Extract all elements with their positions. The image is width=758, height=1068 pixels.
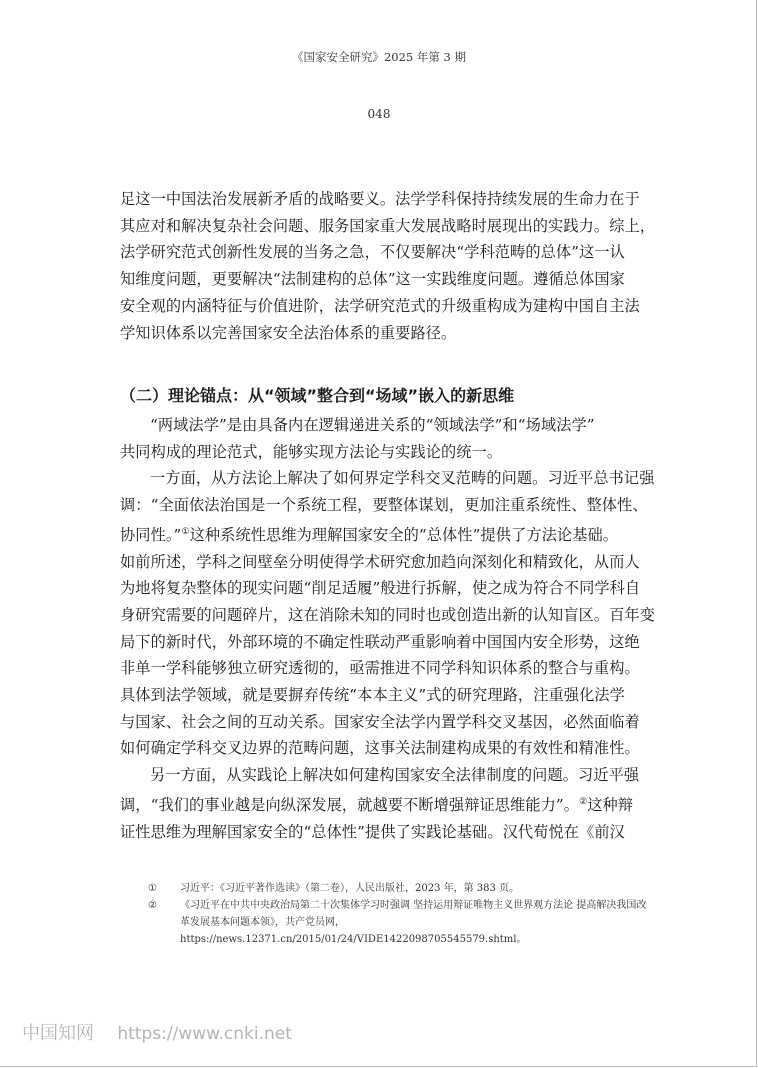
text-line: 如前所述，学科之间壁垒分明使得学术研究愈加趋向深刻化和精致化，从而人 bbox=[120, 552, 640, 571]
text-line: 另一方面，从实践论上解决如何建构国家安全法律制度的问题。习近平强 bbox=[150, 766, 640, 785]
cnki-url: https://www.cnki.net bbox=[117, 1024, 292, 1044]
text-line: 一方面，从方法论上解决了如何界定学科交叉范畴的问题。习近平总书记强 bbox=[150, 469, 655, 488]
footnote bbox=[148, 897, 648, 948]
text-segment: 这种系统性思维为理解国家安全的“总体性”提供了方法论基础。 bbox=[189, 525, 619, 544]
footnote-text: 《习近平在中共中央政治局第二十次集体学习时强调 坚持运用辩证唯物主义世界观方法论 提高解决我国改革发展基本问题本领》，共产党员网，https://news.12371.cn/2015/01/24/VIDE1422098705545579.shtml。 bbox=[180, 900, 647, 945]
text-line: 身研究需要的问题碎片，这在消除未知的同时也或创造出新的认知盲区。百年变 bbox=[120, 605, 656, 624]
footnote-mark: ② bbox=[148, 900, 157, 911]
paragraph-3 bbox=[120, 762, 640, 845]
footnote-ref[interactable]: ① bbox=[181, 526, 190, 537]
page-number: 048 bbox=[367, 107, 391, 121]
text-line: 为地将复杂整体的现实问题“削足适履”般进行拆解，使之成为符合不同学科自 bbox=[120, 579, 641, 598]
text-line: “两域法学”是由具备内在逻辑递进关系的“领域法学”和“场域法学” bbox=[150, 416, 595, 434]
section-heading: （二）理论锚点：从“领域”整合到“场域”嵌入的新思维 bbox=[120, 386, 515, 405]
paragraph-2 bbox=[120, 465, 656, 762]
text-line: 如何确定学科交叉边界的范畴问题，这事关法制建构成果的有效性和精准性。 bbox=[120, 739, 640, 758]
cnki-watermark bbox=[22, 1019, 292, 1045]
text-line: 知维度问题，更要解决“法制建构的总体”这一实践维度问题。遵循总体国家 bbox=[120, 270, 625, 289]
text-line: 共同构成的理论范式，能够实现方法论与实践论的统一。 bbox=[120, 442, 503, 461]
text-line: 法学研究范式创新性发展的当务之急，不仅要解决“学科范畴的总体”这一认 bbox=[120, 243, 625, 262]
footnote-mark: ① bbox=[148, 883, 157, 894]
running-head: 《国家安全研究》2025 年第 3 期 bbox=[291, 50, 467, 64]
cnki-logo: 中国知网 bbox=[22, 1023, 94, 1044]
text-segment: 协同性。” bbox=[120, 525, 182, 544]
section1-paragraph bbox=[120, 186, 656, 346]
footnote bbox=[148, 880, 648, 897]
footnotes bbox=[148, 880, 648, 948]
text-line: 足这一中国法治发展新矛盾的战略要义。法学学科保持持续发展的生命力在于 bbox=[120, 190, 640, 208]
text-line: 非单一学科能够独立研究透彻的，亟需推进不同学科知识体系的整合与重构。 bbox=[120, 659, 640, 678]
paragraph-1 bbox=[120, 412, 640, 465]
text-line: 与国家、社会之间的互动关系。国家安全法学内置学科交叉基因，必然面临着 bbox=[120, 712, 640, 731]
text-line: 具体到法学领域，就是要摒弃传统“本本主义”式的研究理路，注重强化法学 bbox=[120, 686, 625, 705]
text-line: 局下的新时代，外部环境的不确定性联动严重影响着中国国内安全形势，这绝 bbox=[120, 632, 640, 651]
text-line bbox=[120, 519, 640, 549]
text-segment: 这种辩 bbox=[587, 795, 634, 814]
text-line: 安全观的内涵特征与价值进阶，法学研究范式的升级重构成为建构中国自主法 bbox=[120, 296, 640, 315]
footnote-ref[interactable]: ② bbox=[579, 796, 588, 807]
text-line: 学知识体系以完善国家安全法治体系的重要路径。 bbox=[120, 323, 457, 342]
text-line: 证性思维为理解国家安全的“总体性”提供了实践论基础。汉代荀悦在《前汉 bbox=[120, 822, 625, 841]
text-line: 调：“全面依法治国是一个系统工程，要整体谋划，更加注重系统性、整体性、 bbox=[120, 496, 648, 515]
text-segment: 调，“我们的事业越是向纵深发展，就越要不断增强辩证思维能力”。 bbox=[120, 795, 580, 814]
footnote-text: 习近平：《习近平著作选读》（第二卷），人民出版社，2023 年，第 383 页。 bbox=[180, 883, 520, 894]
text-line: 其应对和解决复杂社会问题、服务国家重大发展战略时展现出的实践力。综上， bbox=[120, 216, 656, 235]
section2-body bbox=[120, 412, 656, 845]
text-line bbox=[120, 789, 640, 819]
